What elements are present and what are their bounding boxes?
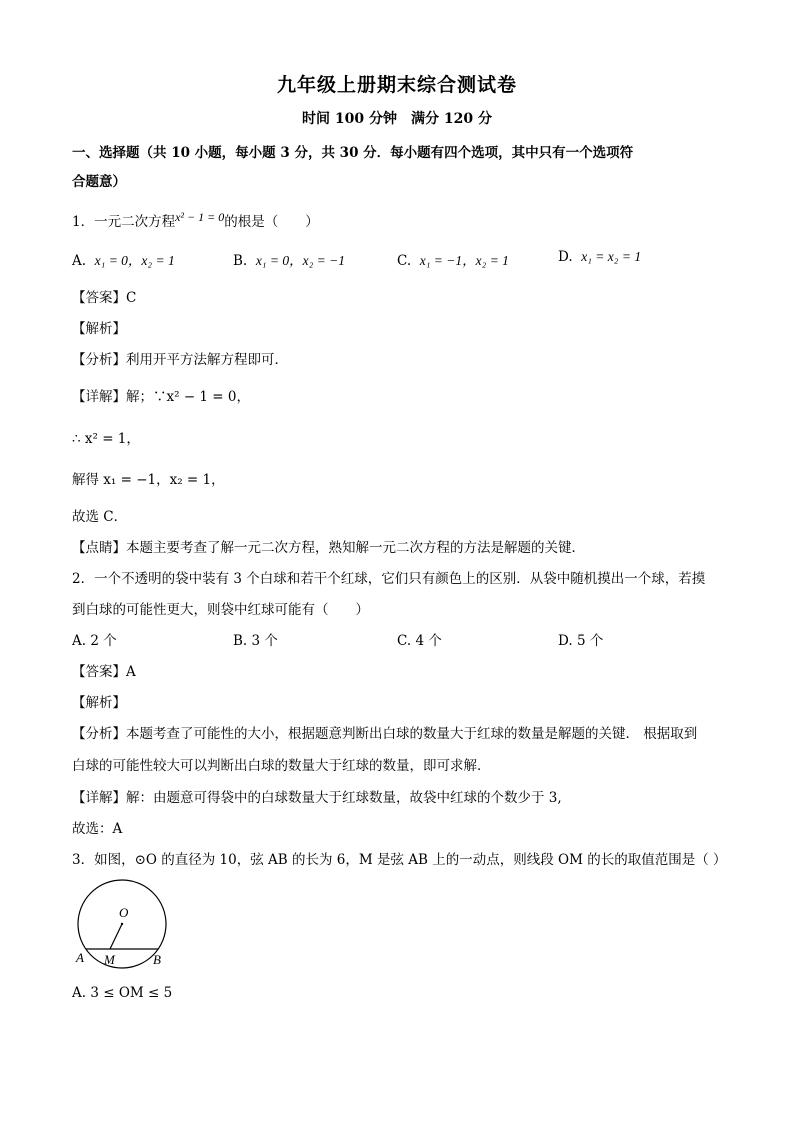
q2-option-a: A. 2 个 <box>72 633 117 649</box>
question-2-stem-line2: 到白球的可能性更大，则袋中红球可能有（ ） <box>72 602 369 618</box>
q1-detail-2: ∴ x² = 1， <box>72 431 140 447</box>
q2-answer: 【答案】A <box>72 664 136 680</box>
label-a: A <box>76 950 84 965</box>
circle-figure <box>70 878 180 972</box>
q1-detail-3: 解得 x₁ = −1，x₂ = 1， <box>72 472 225 488</box>
q1-detail-1: 【详解】解；∵x² − 1 = 0， <box>72 389 250 405</box>
q2-detail-2: 故选：A <box>72 821 123 837</box>
label-m: M <box>104 952 115 967</box>
segment-om <box>110 924 122 949</box>
q2-option-b: B. 3 个 <box>233 633 278 649</box>
label-b: B <box>153 952 161 967</box>
q1-option-d: D. x₁ = x₂ = 1 <box>558 249 642 265</box>
q2-option-d: D. 5 个 <box>558 633 604 649</box>
q2-analysis-line2: 白球的可能性较大可以判断出白球的数量大于红球的数量，即可求解． <box>72 758 491 774</box>
q2-option-c: C. 4 个 <box>397 633 442 649</box>
q1-option-b: B. x₁ = 0，x₂ = −1 <box>233 253 346 269</box>
section-heading-line2: 合题意） <box>72 174 126 190</box>
label-o: O <box>119 905 129 920</box>
page-title: 九年级上册期末综合测试卷 <box>276 74 517 96</box>
q1-detail-4: 故选 C． <box>72 509 128 525</box>
q2-detail-1: 【详解】解：由题意可得袋中的白球数量大于红球数量，故袋中红球的个数少于 3, <box>72 790 562 806</box>
exam-subtitle: 时间 100 分钟 满分 120 分 <box>302 111 492 127</box>
q1-analysis: 【分析】利用开平方法解方程即可． <box>72 352 288 368</box>
q2-analysis-line1: 【分析】本题考查了可能性的大小，根据题意判断出白球的数量大于红球的数量是解题的关键． 根据取到 <box>72 726 698 742</box>
q1-stem-prefix: 1．一元二次方程 <box>72 214 176 230</box>
q1-answer: 【答案】C <box>72 290 137 306</box>
q1-stem-suffix: 的根是（ ） <box>224 214 319 230</box>
q1-option-a: A. x₁ = 0，x₂ = 1 <box>72 253 175 269</box>
question-2-stem-line1: 2．一个不透明的袋中装有 3 个白球和若干个红球，它们只有颜色上的区别．从袋中随机摸出一个球，若摸 <box>72 571 706 587</box>
section-heading-line1: 一、选择题（共 10 小题，每小题 3 分，共 30 分．每小题有四个选项，其中只有一个选项符 <box>72 145 634 161</box>
question-1-stem <box>72 210 319 230</box>
q1-analysis-head: 【解析】 <box>72 321 126 337</box>
center-dot <box>121 923 123 925</box>
q1-equation: x² − 1 = 0 <box>175 210 225 224</box>
question-3-stem: 3．如图，⊙O 的直径为 10，弦 AB 的长为 6，M 是弦 AB 上的一动点，则线段 OM 的长的取值范围是（ ） <box>72 852 727 868</box>
q1-option-c: C. x₁ = −1，x₂ = 1 <box>397 253 509 269</box>
q1-comment: 【点睛】本题主要考查了解一元二次方程，熟知解一元二次方程的方法是解题的关键． <box>72 540 585 556</box>
q3-option-a: A. 3 ≤ OM ≤ 5 <box>72 985 173 1001</box>
q2-analysis-head: 【解析】 <box>72 695 126 711</box>
